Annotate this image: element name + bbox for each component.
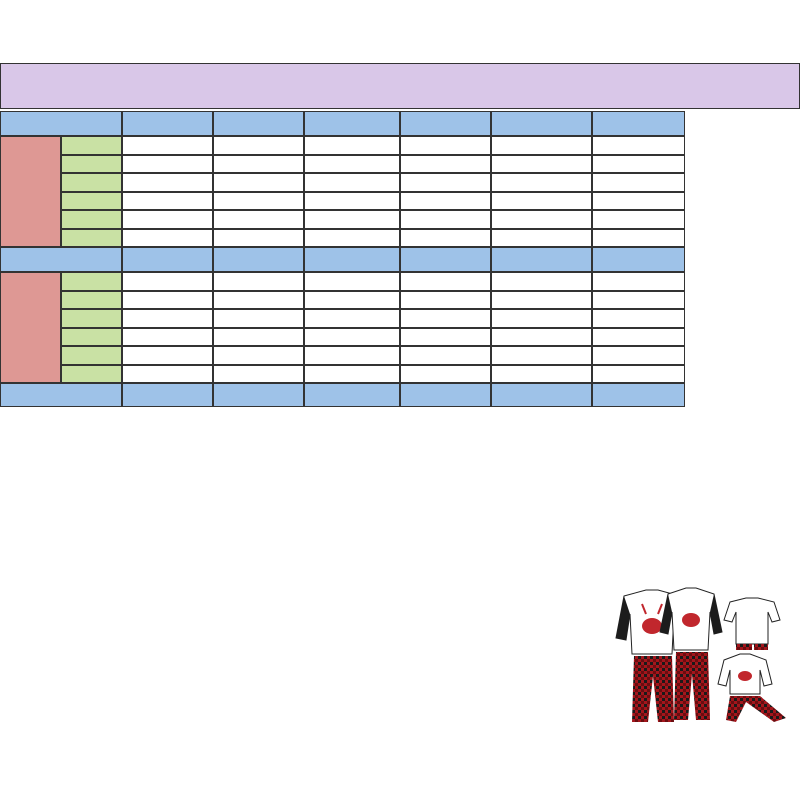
table-cell-men <box>304 365 400 384</box>
table-cell-men <box>491 346 592 365</box>
table-cell-women <box>213 192 304 211</box>
table-cell-women <box>213 173 304 192</box>
table-cell-women <box>491 173 592 192</box>
col-header-men-0 <box>0 247 122 272</box>
table-cell-women <box>122 173 213 192</box>
size-label-men <box>61 328 122 347</box>
col-header-kid-1 <box>122 383 213 407</box>
table-cell-men <box>592 346 685 365</box>
table-cell-men <box>400 346 491 365</box>
table-cell-women <box>122 136 213 155</box>
size-label-men <box>61 309 122 328</box>
table-cell-men <box>400 309 491 328</box>
table-cell-women <box>491 192 592 211</box>
size-label-women <box>61 173 122 192</box>
table-cell-women <box>122 192 213 211</box>
col-header-women-1 <box>122 111 213 136</box>
table-cell-women <box>213 136 304 155</box>
table-cell-men <box>400 272 491 291</box>
table-cell-men <box>304 272 400 291</box>
table-cell-women <box>592 173 685 192</box>
size-label-women <box>61 155 122 174</box>
table-cell-men <box>122 346 213 365</box>
col-header-women-5 <box>491 111 592 136</box>
table-cell-women <box>213 210 304 229</box>
col-header-kid-6 <box>592 383 685 407</box>
table-cell-men <box>400 365 491 384</box>
col-header-women-2 <box>213 111 304 136</box>
table-cell-men <box>213 291 304 310</box>
table-cell-men <box>213 365 304 384</box>
table-cell-women <box>491 136 592 155</box>
col-header-women-3 <box>304 111 400 136</box>
table-cell-women <box>400 136 491 155</box>
table-cell-men <box>592 328 685 347</box>
table-cell-men <box>491 309 592 328</box>
table-cell-women <box>400 155 491 174</box>
table-cell-women <box>122 210 213 229</box>
table-cell-men <box>304 291 400 310</box>
size-label-men <box>61 346 122 365</box>
table-cell-women <box>491 210 592 229</box>
size-label-women <box>61 229 122 248</box>
table-cell-women <box>304 229 400 248</box>
table-cell-women <box>122 155 213 174</box>
size-label-women <box>61 136 122 155</box>
table-cell-men <box>213 272 304 291</box>
table-cell-men <box>122 328 213 347</box>
page-title <box>0 63 800 109</box>
table-cell-women <box>592 192 685 211</box>
table-cell-women <box>304 210 400 229</box>
table-cell-men <box>592 291 685 310</box>
size-label-women <box>61 210 122 229</box>
size-label-men <box>61 291 122 310</box>
table-cell-women <box>304 173 400 192</box>
table-cell-men <box>592 365 685 384</box>
family-pajamas-photo <box>596 584 796 724</box>
size-label-men <box>61 272 122 291</box>
size-label-men <box>61 365 122 384</box>
col-header-men-1 <box>122 247 213 272</box>
table-cell-women <box>122 229 213 248</box>
table-cell-men <box>592 309 685 328</box>
col-header-women-4 <box>400 111 491 136</box>
col-header-kid-4 <box>400 383 491 407</box>
col-header-kid-0 <box>0 383 122 407</box>
table-cell-women <box>592 136 685 155</box>
table-cell-women <box>491 155 592 174</box>
table-cell-men <box>304 346 400 365</box>
col-header-men-6 <box>592 247 685 272</box>
table-cell-women <box>304 155 400 174</box>
size-label-women <box>61 192 122 211</box>
family-pajamas-icon <box>596 584 796 724</box>
col-header-kid-5 <box>491 383 592 407</box>
category-women <box>0 136 61 247</box>
table-cell-women <box>213 229 304 248</box>
col-header-kid-3 <box>304 383 400 407</box>
col-header-men-4 <box>400 247 491 272</box>
table-cell-men <box>122 365 213 384</box>
table-cell-women <box>304 136 400 155</box>
table-cell-men <box>122 291 213 310</box>
table-cell-men <box>213 328 304 347</box>
col-header-men-5 <box>491 247 592 272</box>
col-header-kid-2 <box>213 383 304 407</box>
col-header-men-2 <box>213 247 304 272</box>
table-cell-men <box>400 291 491 310</box>
table-cell-women <box>592 155 685 174</box>
table-cell-men <box>304 328 400 347</box>
table-cell-women <box>304 192 400 211</box>
table-cell-men <box>491 272 592 291</box>
table-cell-men <box>491 328 592 347</box>
table-cell-women <box>491 229 592 248</box>
table-cell-women <box>400 192 491 211</box>
table-cell-women <box>592 229 685 248</box>
table-cell-women <box>400 229 491 248</box>
table-cell-men <box>213 346 304 365</box>
table-cell-men <box>491 291 592 310</box>
col-header-women-0 <box>0 111 122 136</box>
table-cell-women <box>213 155 304 174</box>
table-cell-men <box>304 309 400 328</box>
table-cell-men <box>213 309 304 328</box>
table-cell-women <box>400 173 491 192</box>
col-header-women-6 <box>592 111 685 136</box>
table-cell-men <box>400 328 491 347</box>
category-men <box>0 272 61 383</box>
table-cell-men <box>592 272 685 291</box>
table-cell-men <box>491 365 592 384</box>
table-cell-women <box>592 210 685 229</box>
table-cell-women <box>400 210 491 229</box>
table-cell-men <box>122 309 213 328</box>
col-header-men-3 <box>304 247 400 272</box>
table-cell-men <box>122 272 213 291</box>
